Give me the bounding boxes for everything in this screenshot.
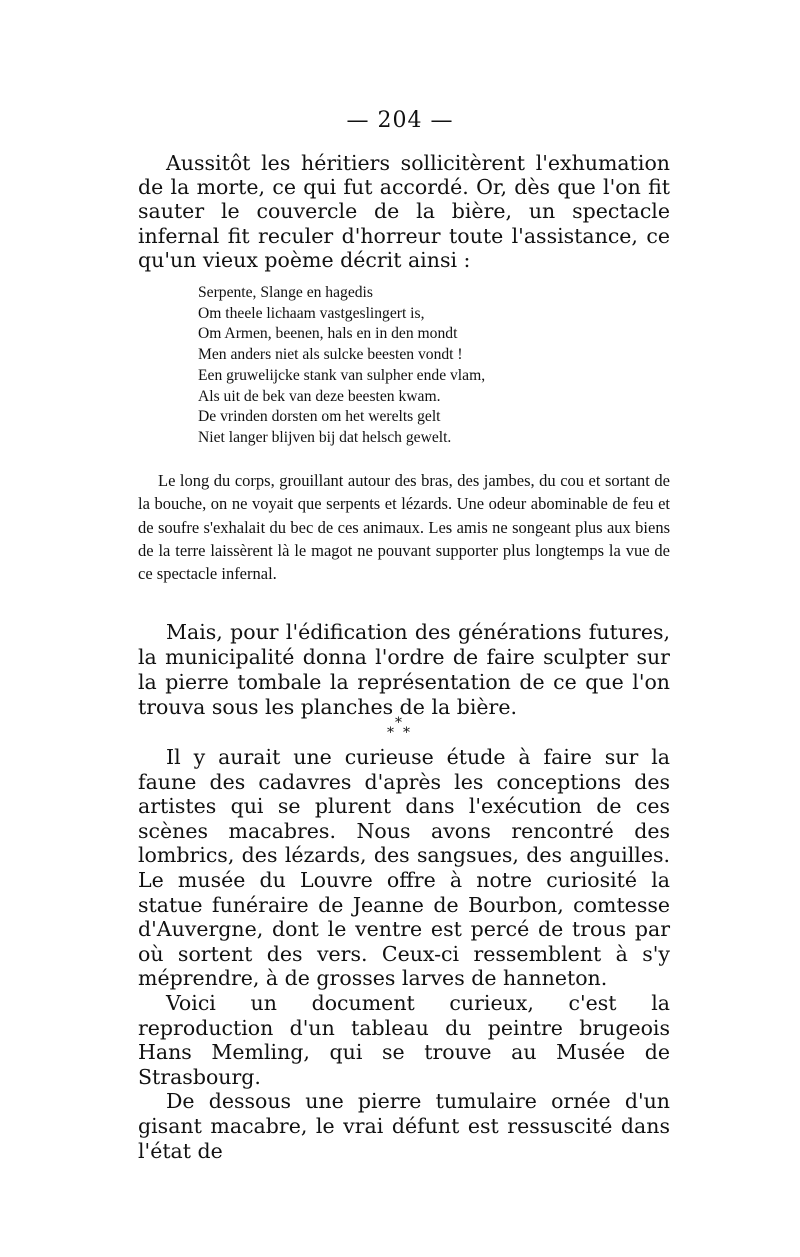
- asterism-star-right: *: [403, 725, 410, 741]
- paragraph-tumulaire: De dessous une pierre tumulaire ornée d'un gisant macabre, le vrai défunt est ressuscité dans l'état de: [138, 1089, 670, 1163]
- poem-translation: [138, 469, 670, 585]
- asterism-star-left: *: [387, 725, 394, 741]
- paragraph-text: Aussitôt les héritiers sollicitèrent l'exhumation de la morte, ce qui fut accordé. Or, dès que l'on fit sauter le couvercle de la bière, un spectacle infernal fit reculer d'horreur toute l'assistance, ce qu'un vieux poème décrit ainsi :: [138, 151, 670, 272]
- section-body: [138, 745, 670, 1163]
- paragraph-fauna: Il y aurait une curieuse étude à faire sur la faune des cadavres d'après les conceptions des artistes qui se plurent dans l'exécution de ces scènes macabres. Nous avons rencontré des lombrics, des lézards, des sangsues, des anguilles. Le musée du Louvre offre à notre curiosité la statue funéraire de Jeanne de Bourbon, comtesse d'Auvergne, dont le ventre est percé de trous par où sortent des vers. Ceux-ci ressemblent à s'y méprendre, à de grosses larves de hanneton.: [138, 745, 670, 991]
- paragraph-memling: Voici un document curieux, c'est la reproduction d'un tableau du peintre brugeois Hans Memling, qui se trouve au Musée de Strasbourg.: [138, 990, 670, 1089]
- page-number: — 204 —: [346, 108, 454, 133]
- poem-line: De vrinden dorsten om het werelts gelt: [198, 408, 441, 426]
- poem-line: Een gruwelijcke stank van sulpher ende vlam,: [198, 366, 486, 384]
- translation-text: Le long du corps, grouillant autour des bras, des jambes, du cou et sortant de la bouche, on ne voyait que serpents et lézards. Une odeur abominable de feu et de soufre s'exhalait du bec de ces animaux. Les amis ne songeant plus aux biens de la terre laissèrent là le magot ne pouvant supporter plus longtemps la vue de ce spectacle infernal.: [138, 471, 670, 584]
- poem-line: Om Armen, beenen, hals en in den mondt: [198, 325, 458, 343]
- paragraph-exhumation: [138, 151, 670, 272]
- paragraph-text: Mais, pour l'édification des générations futures, la municipalité donna l'ordre de faire sculpter sur la pierre tombale la représentation de ce que l'on trouva sous les planches de la bière.: [138, 620, 670, 719]
- section-separator: [383, 716, 423, 742]
- poem-line: Serpente, Slange en hagedis: [198, 284, 373, 301]
- paragraph-tombstone: [138, 620, 670, 720]
- poem-line: Om theele lichaam vastgeslingert is,: [198, 304, 425, 322]
- asterism-star-top: *: [395, 715, 402, 731]
- poem-quotation: [198, 283, 598, 449]
- poem-line: Als uit de bek van deze beesten kwam.: [198, 387, 441, 405]
- poem-line: Men anders niet als sulcke beesten vondt !: [198, 346, 463, 364]
- poem-line: Niet langer blijven bij dat helsch gewelt.: [198, 428, 452, 446]
